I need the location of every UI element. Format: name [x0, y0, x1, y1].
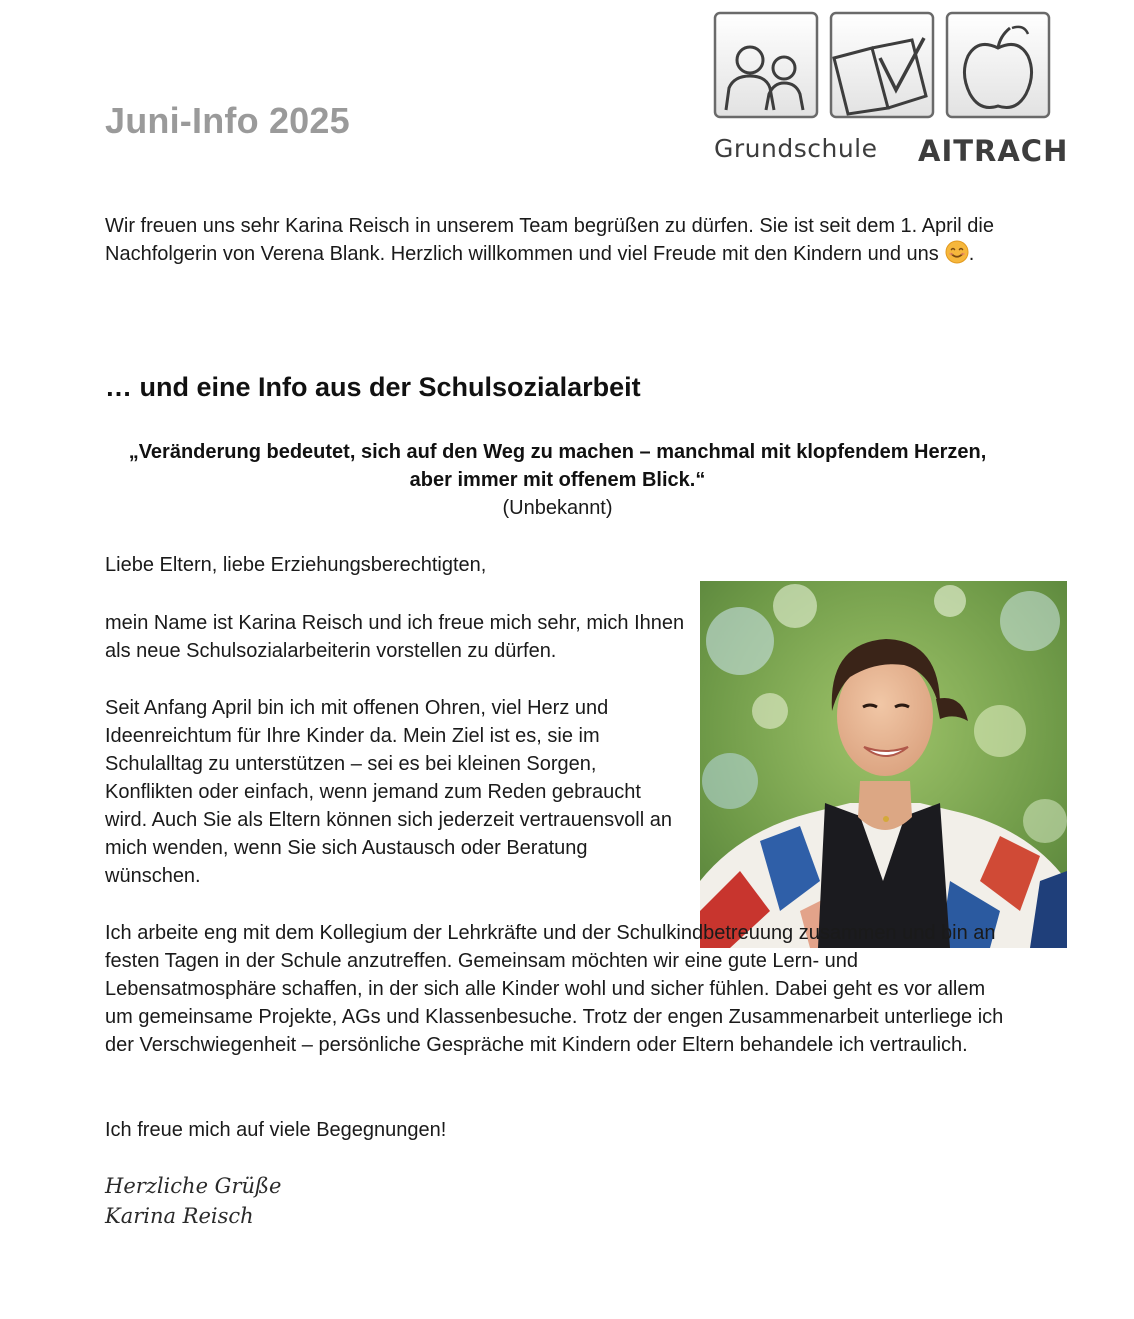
logo-place-word: AITRACH — [918, 134, 1069, 168]
apple-icon — [947, 13, 1049, 117]
welcome-end: . — [968, 243, 975, 265]
book-icon — [831, 13, 933, 117]
quote-line-1: „Veränderung bedeutet, sich auf den Weg zu machen – manchmal mit klopfendem Herzen, — [128, 441, 987, 463]
logo-icons — [712, 10, 1057, 130]
people-icon — [715, 13, 817, 117]
signature-line-2: Karina Reisch — [105, 1204, 254, 1228]
smiley-icon — [945, 240, 969, 264]
portrait-photo — [700, 581, 1067, 948]
letter-paragraph-2: Seit Anfang April bin ich mit offenen Ohren, viel Herz und Ideenreichtum für Ihre Kinder da. Mein Ziel ist es, sie im Schulalltag zu unterstützen – sei es bei kleinen Sorgen, Konflikten oder einfach, wenn jemand zum Reden gebraucht wird. Auch Sie als Eltern können sich jederzeit vertrauensvoll an mich wenden, wenn Sie sich Austausch oder Beratung wünschen. — [105, 697, 672, 887]
letter-intro: mein Name ist Karina Reisch und ich freue mich sehr, mich Ihnen als neue Schulsozialarbeiterin vorstellen zu dürfen. — [105, 612, 685, 662]
signature-line-1: Herzliche Grüße — [105, 1174, 282, 1198]
school-logo — [712, 10, 1069, 168]
logo-school-word: Grundschule — [714, 134, 878, 163]
page-title: Juni-Info 2025 — [105, 100, 350, 141]
quote-block — [105, 438, 1010, 522]
section-heading: … und eine Info aus der Schulsozialarbeit — [105, 372, 641, 402]
handwritten-signature — [105, 1171, 281, 1231]
quote-line-2: aber immer mit offenem Blick.“ — [409, 469, 706, 491]
quote-source: (Unbekannt) — [502, 497, 613, 519]
welcome-paragraph — [105, 212, 1010, 268]
welcome-text: Wir freuen uns sehr Karina Reisch in unserem Team begrüßen zu dürfen. Sie ist seit dem 1. April die Nachfolgerin von Verena Blank. Herzlich willkommen und viel Freude mit den Kindern und uns — [105, 215, 994, 265]
letter-closing: Ich freue mich auf viele Begegnungen! — [105, 1119, 447, 1141]
letter-greeting: Liebe Eltern, liebe Erziehungsberechtigten, — [105, 554, 487, 576]
letter-paragraph-3: Ich arbeite eng mit dem Kollegium der Lehrkräfte und der Schulkindbetreuung zusammen und bin an festen Tagen in der Schule anzutreffen. Gemeinsam möchten wir eine gute Lern- und Lebensatmosphäre schaffen, in der sich alle Kinder wohl und sicher fühlen. Dabei geht es vor allem um gemeinsame Projekte, AGs und Klassenbesuche. Trotz der engen Zusammenarbeit unterliege ich der Verschwiegenheit – persönliche Gespräche mit Kindern oder Eltern behandele ich vertraulich. — [105, 922, 1004, 1056]
